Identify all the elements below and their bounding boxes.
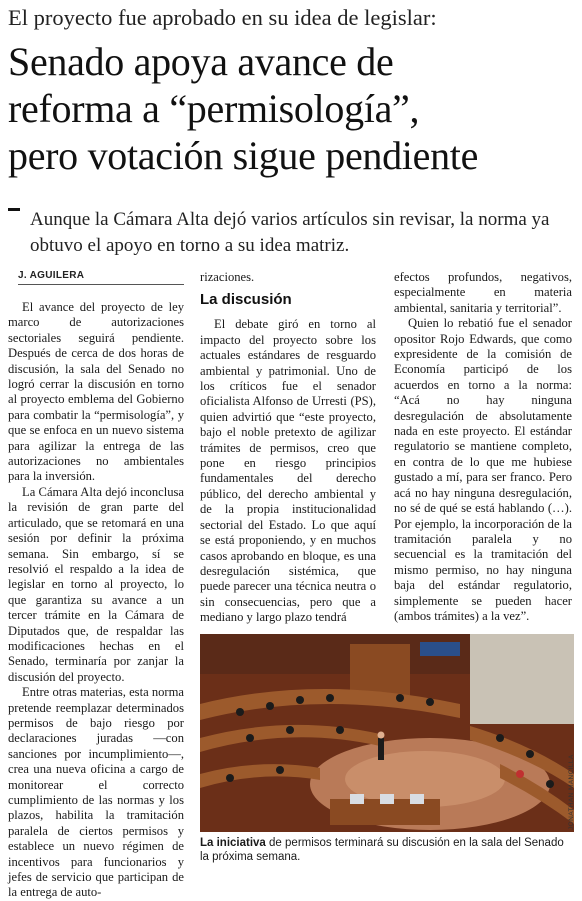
body-continuation: efectos profundos, negativos, especialmente en materia ambiental, sanitaria y territorial”. [394, 270, 572, 315]
kicker: El proyecto fue aprobado en su idea de legislar: [8, 5, 437, 30]
headline [8, 38, 580, 179]
article-column-2 [200, 270, 376, 626]
photo-caption [200, 836, 574, 864]
body-continuation: rizaciones. [200, 270, 255, 284]
headline-line-1: Senado apoya avance de [8, 39, 394, 84]
body-paragraph: El debate giró en torno al impacto del proyecto sobre los actuales estándares de resguardo ambiental y patrimonial. Uno de los críticos fue el senador oficialista Alfonso de Urresti (PS), quien advirtió que “este proyecto, bajo el noble pretexto de agilizar trámites de permisos, creo que pone en riesgo principios fundamentales del derecho público, del derecho ambiental y de la propia institucionalidad sectorial del Estado. Lo que aquí se está proponiendo, y en muchos casos aprobando en bloque, es una desregulación sistémica, que puede parecer una técnica neutra o sin consecuencias, pero que a mediano y largo plazo tendrá [200, 317, 376, 625]
headline-line-3: pero votación sigue pendiente [8, 133, 479, 178]
caption-text: de permisos terminará su discusión en la sala del Senado la próxima semana. [200, 837, 564, 863]
deck: Aunque la Cámara Alta dejó varios artículos sin revisar, la norma ya obtuvo el apoyo en torno a su idea matriz. [30, 209, 550, 256]
body-paragraph: El avance del proyecto de ley marco de autorizaciones sectoriales seguirá pendiente. Después de cerca de dos horas de discusión, la sala del Senado no logró cerrar la discusión en torno al proyecto emblema del Gobierno para combatir la “permisología”, y que se enfoca en un nuevo sistema para agilizar la entrega de las autorizaciones no ambientales para la inversión. [8, 300, 184, 484]
section-subhead: La discusión [200, 291, 292, 309]
caption-lead: La iniciativa [200, 837, 266, 849]
headline-line-2: reforma a “permisología”, [8, 86, 420, 131]
body-paragraph: Quien lo rebatió fue el senador opositor Rojo Edwards, que como expresidente de la comisión de Economía participó de los acuerdos en torno a la norma: “Acá no hay ninguna desregulación de absolutamente nada en este proyecto. El estándar regulatorio se mantiene completo, en contra de lo que me hubiese gustado a mí, para ser franco. Pero acá no hay ninguna desregulación, no sé de qué se está hablando (…). Por ejemplo, la incorporación de la tramitación paralela y no secuencial es la tramitación del mismo permiso, no hay ninguna baja del estándar regulatorio, simplemente se pueden hacer (ambos trámites) a la vez”. [394, 316, 572, 623]
body-paragraph: Entre otras materias, esta norma pretende reemplazar determinados permisos de bajo riesgo por declaraciones juradas —con sanciones por incumplimiento—, crea una nueva oficina a cargo de monitorear el correcto cumplimiento de las normas y los plazos, habilita la tramitación paralela de ciertos permisos y establece un nuevo régimen de incentivos para funcionarios y jefes de servicio que participan de la entrega de auto- [8, 685, 184, 900]
senate-chamber-photo [200, 634, 574, 832]
photo-credit: JONATHAN MANCILLA [568, 754, 575, 830]
article-column-3 [394, 270, 572, 624]
deck-rule [8, 208, 20, 211]
byline-rule [18, 284, 184, 285]
article-column-1 [8, 300, 184, 901]
byline: J. AGUILERA [18, 270, 85, 281]
body-paragraph: La Cámara Alta dejó inconclusa la revisión de gran parte del articulado, que se retomará en una sesión por definir la próxima semana. Sin embargo, sí se resolvió el respaldo a la idea de legislar en torno al proyecto, lo que garantiza su avance a un tercer trámite en la Cámara de Diputados que, de respaldar las modificaciones hechas en el Senado, terminaría por zanjar la discusión del proyecto. [8, 484, 184, 684]
